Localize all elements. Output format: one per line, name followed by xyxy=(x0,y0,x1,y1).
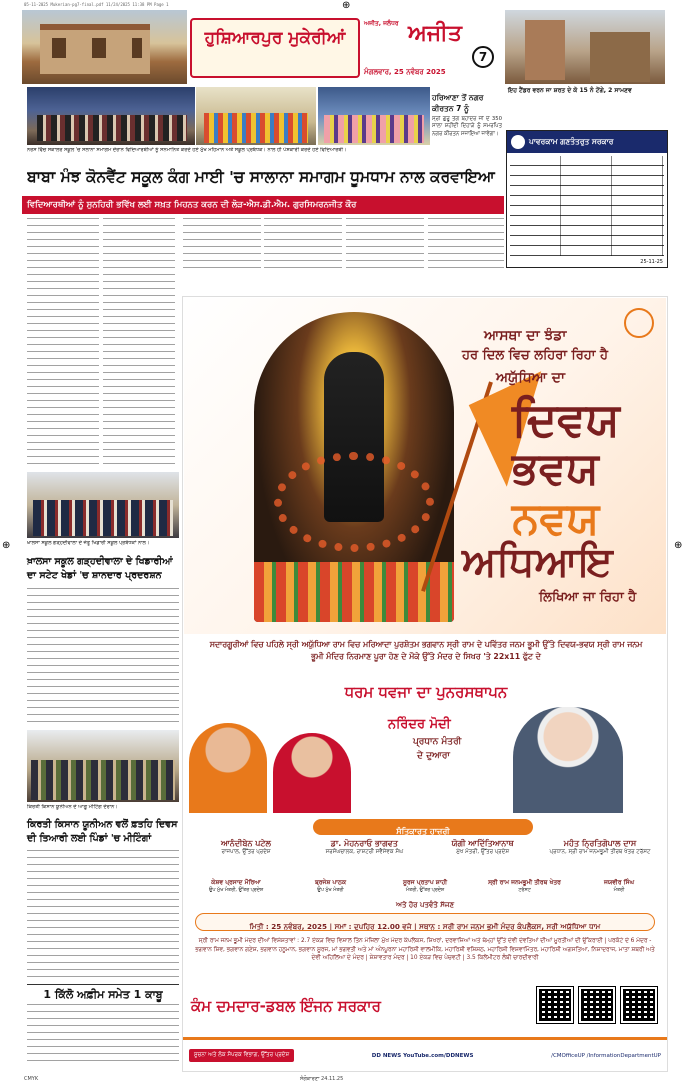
registration-mark: ⊕ xyxy=(342,0,351,11)
dignitary-3 xyxy=(428,839,538,879)
ad-footer xyxy=(183,1037,667,1071)
top-story-column-6 xyxy=(428,218,504,270)
event-date-bar xyxy=(195,913,655,931)
ad-intro: ਸਦਾਰਗੂਰੀਆਂ ਵਿਚ ਪਹਿਲੇ ਸ੍ਰੀ ਅਯੁੱਧਿਆ ਰਾਮ ਵਿਚ ਮਰਿਆਦਾ ਪੁਰਸ਼ੋਤਮ ਭਗਵਾਨ ਸ੍ਰੀ ਰਾਮ ਦੇ ਪਵਿੱਤਰ ਜਨਮ ਭੂਮੀ ਉੱਤੇ ਦਿਵਯ-ਭਵਯ ਸ੍ਰੀ ਰਾਮ ਜਨਮ ਭੂਮੀ ਮੰਦਿਰ ਨਿਰਮਾਣ ਪੂਰਾ ਹੋਣ ਦੇ ਮੌਕੇ ਉੱਤੇ ਮੰਦਰ ਦੇ ਸਿਖਰ 'ਤੇ 22x11 ਫੁੱਟ ਦੇ xyxy=(209,640,643,661)
dignitary-role: ਸਰਸੰਘਚਾਲਕ, ਰਾਸ਼ਟਰੀ ਸਵੈਸੇਵਕ ਸੰਘ xyxy=(325,849,404,855)
guest-5 xyxy=(579,879,659,893)
tender-dept: ਪਾਵਰਕਾਮ ਗਣਤੰਤਰੁਤ ਸਰਕਾਰ xyxy=(529,137,614,146)
guest-role: ਮੰਤਰੀ, ਉੱਤਰ ਪ੍ਰਦੇਸ਼ xyxy=(405,888,445,893)
guest-name: ਜਯਵੀਰ ਸਿੰਘ xyxy=(603,879,635,886)
masthead-city: ਅਜੀਤ, ਜਲੰਧਰ xyxy=(364,20,399,27)
info-dept-label: ਸੂਚਨਾ ਅਤੇ ਲੋਕ ਸੰਪਰਕ ਵਿਭਾਗ, ਉੱਤਰ ਪ੍ਰਦੇਸ਼ xyxy=(194,1052,290,1058)
dignitary-name: ਆਨੰਦੀਬੇਨ ਪਟੇਲ xyxy=(221,839,271,848)
guest-role: ਮੰਤਰੀ xyxy=(613,888,625,893)
masthead-date: ਮੰਗਲਵਾਰ, 25 ਨਵੰਬਰ 2025 xyxy=(364,68,446,76)
masthead-brand: ਅਜੀਤ xyxy=(408,20,462,46)
pm-photo xyxy=(513,707,623,813)
guest-3 xyxy=(380,879,470,893)
tender-date: 25-11-25 xyxy=(640,259,663,265)
section-name: ਹੁਸ਼ਿਆਰਪੁਰ ਮੁਕੇਰੀਆਂ xyxy=(204,28,346,48)
guest-name: ਸੂਰਜ ਪ੍ਰਤਾਪ ਸ਼ਾਹੀ xyxy=(402,879,448,886)
story2-headline: ਖ਼ਾਲਸਾ ਸਕੂਲ ਗੜ੍ਹਦੀਵਾਲਾ ਦੇ ਖਿਡਾਰੀਆਂ ਦਾ ਸਟੇਟ ਖੇਡਾਂ 'ਚ ਸ਼ਾਨਦਾਰ ਪ੍ਰਦਰਸ਼ਨ xyxy=(27,556,173,581)
registration-mark: ⊕ xyxy=(2,540,11,551)
story2-body xyxy=(27,588,179,728)
guest-role: ਟਰੱਸਟ xyxy=(518,888,531,893)
side-story-body: ਸ੍ਰੀ ਗੁਰੂ ਤੇਗ ਬਹਾਦਰ ਜੀ ਦੇ 350 ਸਾਲਾ ਸ਼ਹੀਦੀ ਦਿਹਾੜੇ ਨੂੰ ਸਮਰਪਿਤ ਨਗਰ ਕੀਰਤਨ ਸਜਾਇਆ ਜਾਵੇਗਾ। xyxy=(432,116,502,137)
story3-body xyxy=(27,850,179,980)
tender-header xyxy=(507,131,667,153)
top-story-photo-1 xyxy=(27,87,195,145)
story3-photo xyxy=(27,730,179,802)
registration-mark: ⊕ xyxy=(674,540,683,551)
masthead-section-title xyxy=(190,18,360,78)
ad-footer-mid: DD NEWS YouTube.com/DDNEWS xyxy=(371,1052,474,1059)
tender-table xyxy=(510,156,664,256)
print-footer-mid: ਸੰਗੋਕਾਰਣਾ 24.11.25 xyxy=(300,1076,344,1082)
ad-event-title: ਧਰਮ ਧਵਜਾ ਦਾ ਪੁਨਰਸਥਾਪਨ xyxy=(344,683,508,701)
dignitary-2 xyxy=(304,839,424,879)
ad-big-word-1: ਦਿਵਯ xyxy=(512,392,620,446)
story2-caption: ਖ਼ਾਲਸਾ ਸਕੂਲ ਗੜ੍ਹਦੀਵਾਲਾ ਦੇ ਜੇਤੂ ਖਿਡਾਰੀ ਸਕੂਲ ਪ੍ਰਬੰਧਕਾਂ ਨਾਲ। xyxy=(27,540,150,546)
dignitary-role: ਪ੍ਰਧਾਨ, ਸ੍ਰੀ ਰਾਮ ਜਨਮਭੂਮੀ ਤੀਰਥ ਖੇਤਰ ਟਰੱਸਟ xyxy=(549,849,651,855)
ad-tagline-3: ਅਯੁੱਧਿਆ ਦਾ xyxy=(496,370,566,386)
print-footer-left: CMYK xyxy=(24,1076,39,1082)
pm-name: ਨਰਿੰਦਰ ਮੋਦੀ xyxy=(388,717,451,732)
ad-big-word-4: ਅਧਿਆਇ xyxy=(462,539,613,585)
guest-name: ਬ੍ਰਜੇਸ਼ ਪਾਠਕ xyxy=(314,879,347,886)
emblem-icon xyxy=(511,135,525,149)
side-story-headline: ਹਰਿਆਣਾ ਤੋਂ ਨਗਰ ਕੀਰਤਨ 7 ਨੂੰ xyxy=(432,93,484,113)
top-story-column-3 xyxy=(183,218,261,270)
guest-name: ਕੇਸ਼ਵ ਪ੍ਰਸਾਦ ਮੌਰਿਆ xyxy=(211,879,261,886)
story3-headline: ਕਿਰਤੀ ਕਿਸਾਨ ਯੂਨੀਅਨ ਵਲੋਂ ਫ਼ਤਹਿ ਦਿਵਸ ਦੀ ਤਿਆਰੀ ਲਈ ਪਿੰਡਾਂ 'ਚ ਮੀਟਿੰਗਾਂ xyxy=(27,819,178,844)
event-date-line: ਮਿਤੀ : 25 ਨਵੰਬਰ, 2025 | ਸਮਾਂ : ਦੁਪਹਿਰ 12.00 ਵਜੇ | ਸਥਾਨ : ਸ੍ਰੀ ਰਾਮ ਜਨਮ ਭੂਮੀ ਮੰਦਰ ਕੰਪਲੈਕਸ, ਸ੍ਰੀ ਅਯੁੱਧਿਆ ਧਾਮ xyxy=(249,922,601,931)
story2-photo xyxy=(27,472,179,538)
dignitary-name: ਮਹੰਤ ਨ੍ਰਿਤਿਗੋਪਾਲ ਦਾਸ xyxy=(563,839,637,848)
masthead-photo-left xyxy=(22,10,187,84)
story4-body xyxy=(27,1004,179,1066)
top-story-photo-3 xyxy=(318,87,430,145)
guest-4 xyxy=(475,879,575,893)
dignitary-role: ਰਾਜਪਾਲ, ਉੱਤਰ ਪ੍ਰਦੇਸ਼ xyxy=(221,849,271,855)
dignitary-name: ਡਾ. ਮੋਹਨਰਾਓ ਭਾਗਵਤ xyxy=(330,839,398,848)
qr-code-3[interactable] xyxy=(621,987,657,1023)
guests-note: ਅਤੇ ਹੋਰ ਪਤਵੰਤੇ ਸੱਜਣ xyxy=(395,901,455,909)
pm-role-1: ਪ੍ਰਧਾਨ ਮੰਤਰੀ xyxy=(413,737,462,747)
page-number xyxy=(472,46,494,68)
top-story-column-5 xyxy=(346,218,424,270)
ad-footer-right: /CMOfficeUP /InformationDepartmentUP xyxy=(551,1052,661,1059)
dignitary-1 xyxy=(191,839,301,879)
deity-image xyxy=(254,312,454,622)
qr-code-2[interactable] xyxy=(579,987,615,1023)
guest-role: ਉਪ ਮੁੱਖ ਮੰਤਰੀ xyxy=(317,888,344,893)
tender-notice-box xyxy=(506,130,668,268)
qr-code-1[interactable] xyxy=(537,987,573,1023)
ad-emblem-icon xyxy=(624,308,654,338)
ad-tagline-1: ਆਸਥਾ ਦਾ ਝੰਡਾ xyxy=(484,328,567,344)
pm-role-2: ਦੇ ਦੁਆਰਾ xyxy=(417,751,450,761)
top-story-photo-caption: ਨਰਸ ਵਿੱਚ ਸਕਾਲਰ ਸਕੂਲ 'ਚ ਸਲਾਨਾ ਸਮਾਗਮ ਦੌਰਾਨ ਵਿਦਿਆਰਥੀਆਂ ਨੂੰ ਸਨਮਾਨਿਤ ਕਰਦੇ ਹੋਏ ਮੁੱਖ ਮਹਿਮਾਨ ਅਤੇ ਸਕੂਲ ਪ੍ਰਬੰਧਕ। ਨਾਲ ਹੀ ਪੇਸ਼ਕਾਰੀ ਕਰਦੇ ਹੋਏ ਵਿਦਿਆਰਥੀ। xyxy=(27,147,347,153)
page-number-text: 7 xyxy=(478,50,488,64)
dignitary-4 xyxy=(541,839,659,879)
top-story-column-4 xyxy=(264,218,342,270)
print-slug: 05-11-2025 Mukerian-pg7-final.pdf 11/24/2025 11:38 PM Page 1 xyxy=(24,2,169,7)
temple-details: ਸ੍ਰੀ ਰਾਮ ਜਨਮ ਭੂਮੀ ਮੰਦਰ ਦੀਆਂ ਵਿਸ਼ੇਸ਼ਤਾਵਾਂ : 2.7 ਏਕੜ ਵਿਚ ਵਿਸ਼ਾਲ ਤਿੰਨ ਮੰਜ਼ਿਲਾ ਮੁੱਖ ਮੰਦਰ ਕੰਪਲੈਕਸ, ਸ਼ਿਖਰਾਂ, ਦਰਵਾਜ਼ਿਆਂ ਅਤੇ ਥੰਮ੍ਹਾਂ ਉੱਤੇ ਦੇਵੀ ਦੇਵਤਿਆਂ ਦੀਆਂ ਮੂਰਤੀਆਂ ਦੀ ਉੱਕਰਾਈ | ਪਰਕੋਟੇ ਦੇ 6 ਮੰਦਰ - ਭਗਵਾਨ ਸ਼ਿਵ, ਭਗਵਾਨ ਗਣੇਸ਼, ਭਗਵਾਨ ਹਨੂਮਾਨ, ਭਗਵਾਨ ਸੂਰਜ, ਮਾਂ ਭਗਵਤੀ ਅਤੇ ਮਾਂ ਅੰਨਪੂਰਨਾ ਮਹਾਰਿਸ਼ੀ ਵਾਲਮੀਕਿ, ਮਹਾਰਿਸ਼ੀ ਵਸ਼ਿਸ਼ਠ, ਮਹਾਰਿਸ਼ੀ ਵਿਸ਼ਵਾਮਿੱਤਰ, ਮਹਾਰਿਸ਼ੀ ਅਗਸਤਿਆ, ਨਿਸ਼ਾਦਰਾਜ, ਮਾਤਾ ਸ਼ਬਰੀ ਅਤੇ ਦੇਵੀ ਅਹਿਲਿਆ ਦੇ ਮੰਦਰ | ਸ਼ੇਸ਼ਾਵਤਾਰ ਮੰਦਰ | 10 ਏਕੜ ਵਿਚ ਪੰਚਵਟੀ | 3.5 ਕਿਲੋਮੀਟਰ ਲੰਬੀ ਚਾਰਦੀਵਾਰੀ xyxy=(195,938,655,962)
top-story-column-1 xyxy=(27,218,99,468)
guest-role: ਉਪ ਮੁੱਖ ਮੰਤਰੀ, ਉੱਤਰ ਪ੍ਰਦੇਸ਼ xyxy=(208,888,264,893)
dignitary-list xyxy=(191,839,659,879)
notice-body xyxy=(508,104,666,128)
ad-tagline-4: ਲਿਖਿਆ ਜਾ ਰਿਹਾ ਹੈ xyxy=(539,590,637,605)
ad-footer-left xyxy=(189,1049,294,1062)
ram-mandir-ad xyxy=(182,296,668,1072)
guest-list xyxy=(191,879,659,893)
ad-hero xyxy=(184,298,666,634)
guest-name: ਸ੍ਰੀ ਰਾਮ ਜਨਮਭੂਮੀ ਤੀਰਥ ਖੇਤਰ xyxy=(488,879,561,886)
dignitary-photo-2 xyxy=(273,733,351,813)
guest-1 xyxy=(191,879,281,893)
ad-tagline-2: ਹਰ ਦਿਲ ਵਿਚ ਲਹਿਰਾ ਰਿਹਾ ਹੈ xyxy=(462,348,608,363)
dignitary-photo-1 xyxy=(189,723,267,813)
top-story-column-2 xyxy=(103,218,175,468)
story3-caption: ਕਿਰਤੀ ਕਿਸਾਨ ਯੂਨੀਅਨ ਦੇ ਆਗੂ ਮੀਟਿੰਗ ਦੌਰਾਨ। xyxy=(27,804,118,810)
ad-big-word-3: ਨਵਯ xyxy=(512,493,600,544)
dignitary-role: ਮੁੱਖ ਮੰਤਰੀ, ਉੱਤਰ ਪ੍ਰਦੇਸ਼ xyxy=(456,849,510,855)
presence-label-text: ਸੰਤਿਕਾਰਤ ਹਾਜ਼ਰੀ xyxy=(396,827,450,836)
notice-headline: ਇਹ ਟੈਂਡਰ ਵਰਨ ਜਾ ਸ਼ਰਤ ਦੇ ਕੋ 15 ਨੰ ਟੋਂਗੇ, 2 ਸਾਮਣਵ xyxy=(508,87,632,94)
guest-2 xyxy=(286,879,376,893)
story4-headline: 1 ਕਿੱਲੋ ਅਫ਼ੀਮ ਸਮੇਤ 1 ਕਾਬੂ xyxy=(27,984,179,1003)
masthead-photo-right xyxy=(505,10,665,84)
dignitary-name: ਯੋਗੀ ਆਦਿੱਤਿਆਨਾਥ xyxy=(451,839,514,848)
presence-label xyxy=(313,819,533,835)
top-story-headline: ਬਾਬਾ ਮੰਝ ਕੋਨਵੈਂਟ ਸਕੂਲ ਕੰਗ ਮਾਈ 'ਚ ਸਾਲਾਨਾ ਸਮਾਗਮ ਧੂਮਧਾਮ ਨਾਲ ਕਰਵਾਇਆ xyxy=(27,168,495,186)
top-story-photo-2 xyxy=(196,87,316,145)
ad-big-word-2: ਭਵਯ xyxy=(512,443,599,494)
ad-slogan: ਕੰਮ ਦਮਦਾਰ-ਡਬਲ ਇੰਜਨ ਸਰਕਾਰ xyxy=(191,997,381,1015)
top-story-subhead: ਵਿਦਿਆਰਥੀਆਂ ਨੂੰ ਸੁਨਹਿਰੀ ਭਵਿੱਖ ਲਈ ਸਖ਼ਤ ਮਿਹਨਤ ਕਰਨ ਦੀ ਲੋੜ-ਐਸ.ਡੀ.ਐਮ. ਗੁਰਸਿਮਰਨਜੀਤ ਕੌਰ xyxy=(22,196,504,214)
